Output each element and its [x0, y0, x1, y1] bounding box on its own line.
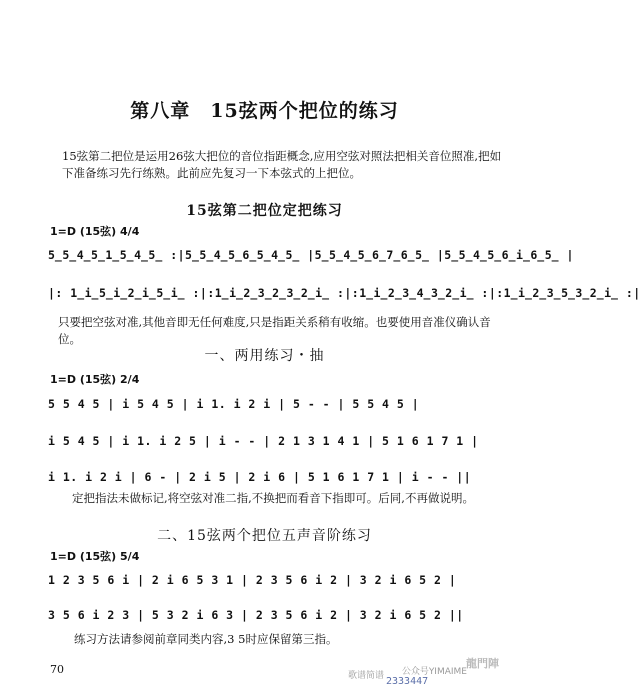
watermark-site: 歌谱简谱 [348, 671, 385, 681]
section2-line-1: 5 5 4 5 | i 5 4 5 | i 1. i 2 i | 5 - - | 5 5 4 5 | [48, 397, 420, 411]
section1-title: 15弦第二把位定把练习 [186, 203, 343, 219]
watermark-id: 2333447 [386, 676, 429, 687]
page-number: 70 [50, 663, 64, 676]
section2-title: 一、两用练习・抽 [204, 348, 325, 364]
watermark-brand: 龍門陣 [466, 657, 499, 670]
section3-key: 1=D (15弦) 5/4 [50, 550, 140, 563]
section2-key: 1=D (15弦) 2/4 [50, 373, 140, 386]
section2-line-2: i 5 4 5 | i 1. i 2 5 | i - - | 2 1 3 1 4 1 | 5 1 6 1 7 1 | [48, 434, 479, 448]
section3-title: 二、15弦两个把位五声音阶练习 [157, 528, 372, 544]
section1-note: 只要把空弦对准,其他音即无任何难度,只是指距关系稍有收缩。也要使用音准仪确认音位。 [58, 315, 491, 346]
intro-paragraph: 15弦第二把位是运用26弦大把位的音位指距概念,应用空弦对照法把相关音位照准,把如下准备练习先行练熟。此前应先复习一下本弦式的上把位。 [62, 149, 502, 180]
section3-line-2: 3 5 6 i 2 3 | 5 3 2 i 6 3 | 2 3 5 6 i 2 | 3 2 i 6 5 2 || [48, 608, 464, 622]
section3-line-1: 1 2 3 5 6 i | 2 i 6 5 3 1 | 2 3 5 6 i 2 | 3 2 i 6 5 2 | [48, 573, 457, 587]
chapter-title: 第八章 15弦两个把位的练习 [130, 100, 399, 122]
section1-line-2: |: 1̲i̲5̲i̲2̲i̲5̲i̲ :|:1̲i̲2̲3̲2̲3̲2̲i̲ :|:1̲i̲2̲3̲4̲3̲2̲i̲ :|:1̲i̲2̲3̲5̲3̲2̲i̲ :| [48, 286, 641, 300]
section1-line-1: 5̲5̲4̲5̲1̲5̲4̲5̲ :|5̲5̲4̲5̲6̲5̲4̲5̲ |5̲5̲4̲5̲6̲7̲6̲5̲ |5̲5̲4̲5̲6̲i̲6̲5̲ | [48, 248, 574, 262]
section2-line-3: i 1. i 2 i | 6 - | 2 i 5 | 2 i 6 | 5 1 6 1 7 1 | i - - || [48, 470, 472, 484]
section3-note: 练习方法请参阅前章同类内容,3 5时应保留第三指。 [74, 632, 338, 646]
section2-note: 定把指法未做标记,将空弦对准二指,不换把而看音下指即可。后同,不再做说明。 [72, 491, 474, 505]
section1-key: 1=D (15弦) 4/4 [50, 225, 140, 238]
watermark-account: 公众号YIMAIME [401, 667, 467, 677]
